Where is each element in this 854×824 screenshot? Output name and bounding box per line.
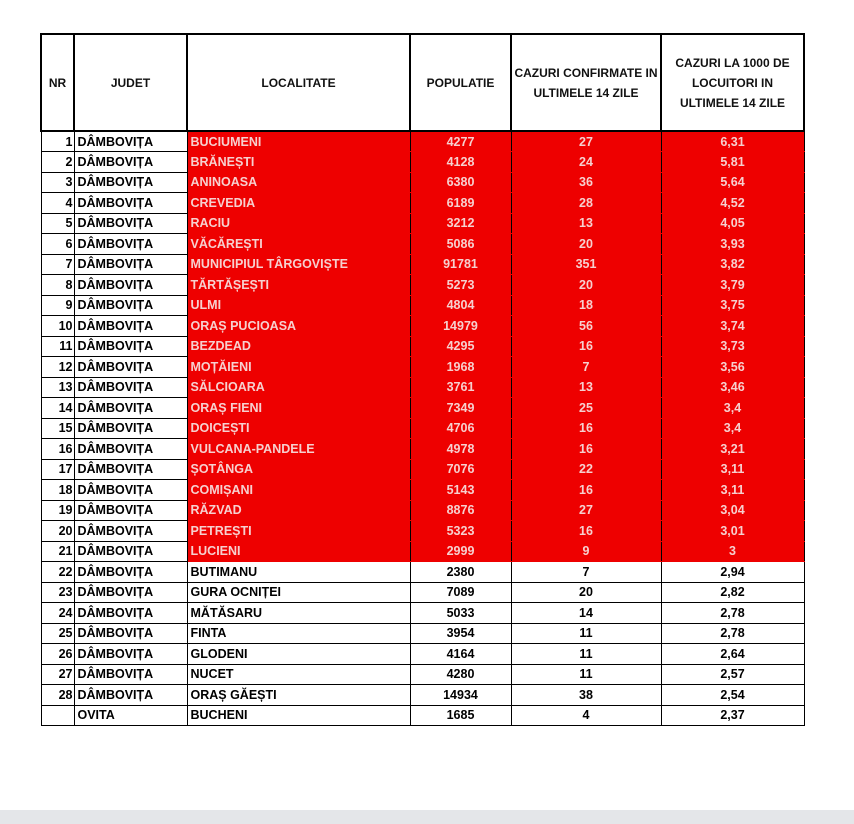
cell-cazuri: 20 — [511, 234, 661, 255]
cell-localitate: VĂCĂREȘTI — [187, 234, 410, 255]
cell-judet: DÂMBOVIȚA — [74, 664, 187, 685]
covid-incidence-sheet — [40, 33, 805, 726]
cell-cazuri: 11 — [511, 623, 661, 644]
cell-cazuri: 25 — [511, 398, 661, 419]
cell-rata: 2,64 — [661, 644, 804, 665]
cell-rata: 2,57 — [661, 664, 804, 685]
cell-populatie: 4280 — [410, 664, 511, 685]
cell-nr: 3 — [41, 172, 74, 193]
cell-populatie: 6380 — [410, 172, 511, 193]
cell-cazuri: 16 — [511, 521, 661, 542]
cell-cazuri: 27 — [511, 500, 661, 521]
cell-populatie: 4295 — [410, 336, 511, 357]
cell-populatie: 2380 — [410, 562, 511, 583]
cell-judet: DÂMBOVIȚA — [74, 521, 187, 542]
cell-localitate: SĂLCIOARA — [187, 377, 410, 398]
cell-localitate: FINTA — [187, 623, 410, 644]
cell-localitate: ANINOASA — [187, 172, 410, 193]
cell-populatie: 1685 — [410, 705, 511, 726]
cell-judet: DÂMBOVIȚA — [74, 685, 187, 706]
cell-rata: 3,93 — [661, 234, 804, 255]
cell-nr: 19 — [41, 500, 74, 521]
cell-nr: 2 — [41, 152, 74, 173]
cell-rata: 5,81 — [661, 152, 804, 173]
cell-cazuri: 24 — [511, 152, 661, 173]
table-row — [41, 603, 804, 624]
table-row — [41, 582, 804, 603]
header-judet: JUDET — [74, 34, 187, 131]
cell-cazuri: 56 — [511, 316, 661, 337]
cell-cazuri: 20 — [511, 582, 661, 603]
cell-rata: 5,64 — [661, 172, 804, 193]
cell-judet: DÂMBOVIȚA — [74, 480, 187, 501]
cell-rata: 2,54 — [661, 685, 804, 706]
cell-rata: 2,37 — [661, 705, 804, 726]
cell-localitate: RACIU — [187, 213, 410, 234]
cell-rata: 2,78 — [661, 623, 804, 644]
cell-judet: DÂMBOVIȚA — [74, 131, 187, 152]
table-row — [41, 623, 804, 644]
cell-cazuri: 16 — [511, 480, 661, 501]
cell-judet: OVITA — [74, 705, 187, 726]
cell-judet: DÂMBOVIȚA — [74, 234, 187, 255]
cell-populatie: 4804 — [410, 295, 511, 316]
cell-localitate: COMIȘANI — [187, 480, 410, 501]
cell-localitate: BEZDEAD — [187, 336, 410, 357]
cell-cazuri: 9 — [511, 541, 661, 562]
cell-nr: 6 — [41, 234, 74, 255]
cell-populatie: 4978 — [410, 439, 511, 460]
cell-judet: DÂMBOVIȚA — [74, 316, 187, 337]
cell-populatie: 4164 — [410, 644, 511, 665]
cell-nr: 23 — [41, 582, 74, 603]
cell-nr: 27 — [41, 664, 74, 685]
table-row — [41, 131, 804, 152]
cell-judet: DÂMBOVIȚA — [74, 541, 187, 562]
cell-cazuri: 11 — [511, 644, 661, 665]
cell-rata: 3,11 — [661, 480, 804, 501]
table-row — [41, 480, 804, 501]
cell-cazuri: 351 — [511, 254, 661, 275]
cell-rata: 3,79 — [661, 275, 804, 296]
cell-nr: 4 — [41, 193, 74, 214]
cell-nr: 18 — [41, 480, 74, 501]
cell-populatie: 3954 — [410, 623, 511, 644]
cell-rata: 2,82 — [661, 582, 804, 603]
cell-populatie: 5143 — [410, 480, 511, 501]
cell-cazuri: 16 — [511, 439, 661, 460]
cell-rata: 2,94 — [661, 562, 804, 583]
table-row — [41, 418, 804, 439]
cell-judet: DÂMBOVIȚA — [74, 582, 187, 603]
cell-populatie: 2999 — [410, 541, 511, 562]
cell-rata: 4,05 — [661, 213, 804, 234]
cell-populatie: 5033 — [410, 603, 511, 624]
cell-nr — [41, 705, 74, 726]
cell-nr: 22 — [41, 562, 74, 583]
cell-localitate: NUCET — [187, 664, 410, 685]
table-row — [41, 295, 804, 316]
cell-nr: 24 — [41, 603, 74, 624]
cell-localitate: MOȚĂIENI — [187, 357, 410, 378]
cell-nr: 15 — [41, 418, 74, 439]
cell-judet: DÂMBOVIȚA — [74, 172, 187, 193]
cell-cazuri: 4 — [511, 705, 661, 726]
header-populatie: POPULATIE — [410, 34, 511, 131]
cell-localitate: RĂZVAD — [187, 500, 410, 521]
table-row — [41, 254, 804, 275]
header-localitate: LOCALITATE — [187, 34, 410, 131]
cell-nr: 17 — [41, 459, 74, 480]
cell-populatie: 8876 — [410, 500, 511, 521]
cell-nr: 7 — [41, 254, 74, 275]
cell-populatie: 14979 — [410, 316, 511, 337]
cell-cazuri: 20 — [511, 275, 661, 296]
cell-judet: DÂMBOVIȚA — [74, 500, 187, 521]
cell-nr: 25 — [41, 623, 74, 644]
cell-localitate: BUCHENI — [187, 705, 410, 726]
table-row — [41, 172, 804, 193]
cell-nr: 11 — [41, 336, 74, 357]
cell-judet: DÂMBOVIȚA — [74, 603, 187, 624]
table-row — [41, 193, 804, 214]
cell-localitate: ULMI — [187, 295, 410, 316]
cell-localitate: GLODENI — [187, 644, 410, 665]
table-row — [41, 644, 804, 665]
cell-populatie: 5273 — [410, 275, 511, 296]
cell-populatie: 7349 — [410, 398, 511, 419]
cell-localitate: PETREȘTI — [187, 521, 410, 542]
cell-nr: 26 — [41, 644, 74, 665]
cell-judet: DÂMBOVIȚA — [74, 357, 187, 378]
cell-rata: 3,04 — [661, 500, 804, 521]
cell-rata: 3,46 — [661, 377, 804, 398]
cell-rata: 3,75 — [661, 295, 804, 316]
table-row — [41, 500, 804, 521]
cell-localitate: GURA OCNIȚEI — [187, 582, 410, 603]
cell-localitate: CREVEDIA — [187, 193, 410, 214]
cell-judet: DÂMBOVIȚA — [74, 377, 187, 398]
cell-populatie: 14934 — [410, 685, 511, 706]
cell-judet: DÂMBOVIȚA — [74, 336, 187, 357]
cell-judet: DÂMBOVIȚA — [74, 439, 187, 460]
cell-rata: 3,4 — [661, 418, 804, 439]
cell-judet: DÂMBOVIȚA — [74, 644, 187, 665]
cell-localitate: ȘOTÂNGA — [187, 459, 410, 480]
cell-populatie: 4128 — [410, 152, 511, 173]
cell-judet: DÂMBOVIȚA — [74, 562, 187, 583]
cell-localitate: MUNICIPIUL TÂRGOVIȘTE — [187, 254, 410, 275]
cell-localitate: TĂRTĂȘEȘTI — [187, 275, 410, 296]
cell-localitate: BRĂNEȘTI — [187, 152, 410, 173]
cell-rata: 2,78 — [661, 603, 804, 624]
header-cazuri: CAZURI CONFIRMATE IN ULTIMELE 14 ZILE — [511, 34, 661, 131]
table-row — [41, 398, 804, 419]
table-row — [41, 377, 804, 398]
table-row — [41, 316, 804, 337]
cell-cazuri: 16 — [511, 418, 661, 439]
cell-localitate: ORAȘ GĂEȘTI — [187, 685, 410, 706]
cell-nr: 16 — [41, 439, 74, 460]
cell-rata: 3,21 — [661, 439, 804, 460]
cell-rata: 3,74 — [661, 316, 804, 337]
cell-nr: 5 — [41, 213, 74, 234]
cell-nr: 28 — [41, 685, 74, 706]
table-row — [41, 152, 804, 173]
cell-localitate: VULCANA-PANDELE — [187, 439, 410, 460]
cell-localitate: BUTIMANU — [187, 562, 410, 583]
cell-rata: 6,31 — [661, 131, 804, 152]
table-row — [41, 275, 804, 296]
cell-nr: 8 — [41, 275, 74, 296]
cell-populatie: 7076 — [410, 459, 511, 480]
cell-rata: 3,11 — [661, 459, 804, 480]
cell-rata: 4,52 — [661, 193, 804, 214]
cell-cazuri: 16 — [511, 336, 661, 357]
cell-localitate: LUCIENI — [187, 541, 410, 562]
cell-rata: 3 — [661, 541, 804, 562]
cell-cazuri: 28 — [511, 193, 661, 214]
cell-judet: DÂMBOVIȚA — [74, 623, 187, 644]
cell-judet: DÂMBOVIȚA — [74, 275, 187, 296]
cell-populatie: 7089 — [410, 582, 511, 603]
table-row — [41, 705, 804, 726]
cell-cazuri: 14 — [511, 603, 661, 624]
cell-nr: 20 — [41, 521, 74, 542]
cell-populatie: 4277 — [410, 131, 511, 152]
cell-cazuri: 13 — [511, 377, 661, 398]
table-row — [41, 234, 804, 255]
cell-rata: 3,56 — [661, 357, 804, 378]
cell-populatie: 5323 — [410, 521, 511, 542]
cell-cazuri: 36 — [511, 172, 661, 193]
table-row — [41, 664, 804, 685]
cell-judet: DÂMBOVIȚA — [74, 398, 187, 419]
cell-judet: DÂMBOVIȚA — [74, 418, 187, 439]
cell-cazuri: 22 — [511, 459, 661, 480]
cell-nr: 14 — [41, 398, 74, 419]
table-header — [41, 34, 804, 131]
cell-populatie: 91781 — [410, 254, 511, 275]
table-row — [41, 213, 804, 234]
table-row — [41, 357, 804, 378]
cell-judet: DÂMBOVIȚA — [74, 254, 187, 275]
cell-localitate: ORAȘ PUCIOASA — [187, 316, 410, 337]
cell-populatie: 1968 — [410, 357, 511, 378]
cell-nr: 1 — [41, 131, 74, 152]
cell-cazuri: 7 — [511, 562, 661, 583]
cell-cazuri: 11 — [511, 664, 661, 685]
header-rata: CAZURI LA 1000 DE LOCUITORI IN ULTIMELE 14 ZILE — [661, 34, 804, 131]
cell-populatie: 3212 — [410, 213, 511, 234]
cell-populatie: 3761 — [410, 377, 511, 398]
cell-nr: 13 — [41, 377, 74, 398]
cell-rata: 3,82 — [661, 254, 804, 275]
cell-rata: 3,73 — [661, 336, 804, 357]
table-row — [41, 459, 804, 480]
header-nr: NR — [41, 34, 74, 131]
table-body — [41, 131, 804, 726]
cell-judet: DÂMBOVIȚA — [74, 295, 187, 316]
cell-cazuri: 27 — [511, 131, 661, 152]
cell-localitate: MĂTĂSARU — [187, 603, 410, 624]
cell-judet: DÂMBOVIȚA — [74, 193, 187, 214]
cell-rata: 3,01 — [661, 521, 804, 542]
table-row — [41, 521, 804, 542]
cell-cazuri: 13 — [511, 213, 661, 234]
table-row — [41, 685, 804, 706]
cell-cazuri: 38 — [511, 685, 661, 706]
cell-cazuri: 18 — [511, 295, 661, 316]
cell-judet: DÂMBOVIȚA — [74, 459, 187, 480]
cell-judet: DÂMBOVIȚA — [74, 213, 187, 234]
cell-nr: 12 — [41, 357, 74, 378]
cell-judet: DÂMBOVIȚA — [74, 152, 187, 173]
cell-rata: 3,4 — [661, 398, 804, 419]
cell-nr: 21 — [41, 541, 74, 562]
cell-nr: 10 — [41, 316, 74, 337]
cell-localitate: BUCIUMENI — [187, 131, 410, 152]
cell-populatie: 4706 — [410, 418, 511, 439]
incidence-table — [40, 33, 805, 726]
bottom-scroll-bar[interactable] — [0, 810, 854, 824]
cell-cazuri: 7 — [511, 357, 661, 378]
cell-localitate: DOICEȘTI — [187, 418, 410, 439]
cell-localitate: ORAȘ FIENI — [187, 398, 410, 419]
cell-nr: 9 — [41, 295, 74, 316]
table-row — [41, 336, 804, 357]
table-row — [41, 541, 804, 562]
cell-populatie: 5086 — [410, 234, 511, 255]
cell-populatie: 6189 — [410, 193, 511, 214]
table-row — [41, 439, 804, 460]
table-row — [41, 562, 804, 583]
